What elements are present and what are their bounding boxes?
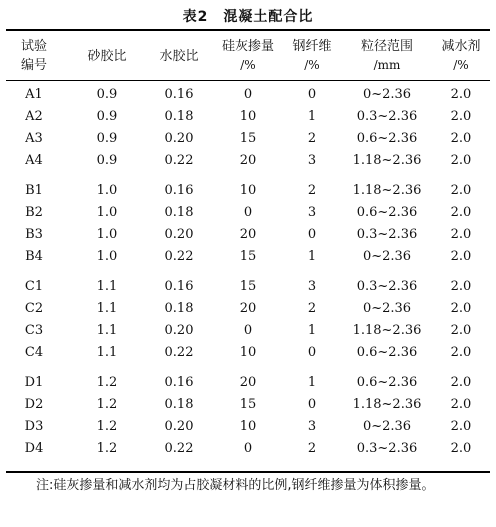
cell-size-range: 0~2.36 [362, 249, 412, 264]
cell-sand-binder: 1.1 [96, 345, 118, 360]
header-unit: /% [453, 58, 469, 72]
table-row [6, 342, 490, 364]
cell-water-binder: 0.20 [164, 419, 194, 434]
cell-id: A2 [25, 109, 43, 124]
cell-id: C4 [24, 345, 44, 360]
table-row [6, 106, 490, 128]
cell-steel-fiber: 1 [307, 249, 317, 264]
cell-water-binder: 0.18 [164, 205, 194, 220]
cell-silica-fume: 10 [239, 345, 257, 360]
cell-silica-fume: 15 [239, 131, 257, 146]
cell-id: B2 [25, 205, 43, 220]
cell-id: B1 [25, 183, 43, 198]
header-unit: /mm [373, 58, 401, 72]
header-cell [282, 32, 342, 80]
cell-size-range: 1.18~2.36 [352, 183, 422, 198]
table-row [6, 202, 490, 224]
bottom-rule [6, 471, 490, 473]
cell-sand-binder: 1.2 [96, 441, 118, 456]
cell-reducer: 2.0 [450, 279, 472, 294]
cell-steel-fiber: 3 [307, 205, 317, 220]
cell-silica-fume: 15 [239, 397, 257, 412]
cell-silica-fume: 20 [239, 301, 257, 316]
table-row [6, 84, 490, 106]
cell-water-binder: 0.22 [164, 345, 194, 360]
cell-water-binder: 0.16 [164, 183, 194, 198]
table-row [6, 372, 490, 394]
header-cell [214, 32, 282, 80]
table-row [6, 246, 490, 268]
table-row [6, 416, 490, 438]
cell-water-binder: 0.16 [164, 87, 194, 102]
cell-steel-fiber: 1 [307, 323, 317, 338]
cell-sand-binder: 1.0 [96, 227, 118, 242]
cell-silica-fume: 15 [239, 279, 257, 294]
table-row [6, 150, 490, 172]
header-line: 试验 [20, 39, 47, 54]
cell-reducer: 2.0 [450, 87, 472, 102]
cell-steel-fiber: 0 [307, 345, 317, 360]
header-line: 硅灰掺量 [221, 39, 274, 54]
cell-size-range: 1.18~2.36 [352, 323, 422, 338]
header-line: 水胶比 [159, 48, 199, 64]
cell-id: C2 [24, 301, 44, 316]
cell-id: D3 [24, 419, 44, 434]
cell-id: D1 [24, 375, 44, 390]
cell-id: D4 [24, 441, 44, 456]
cell-water-binder: 0.20 [164, 227, 194, 242]
cell-id: A1 [25, 87, 43, 102]
table-row [6, 276, 490, 298]
cell-steel-fiber: 2 [307, 183, 317, 198]
cell-steel-fiber: 0 [307, 397, 317, 412]
cell-size-range: 0.3~2.36 [356, 279, 418, 294]
cell-reducer: 2.0 [450, 249, 472, 264]
cell-sand-binder: 1.1 [96, 323, 118, 338]
cell-size-range: 1.18~2.36 [352, 397, 422, 412]
cell-id: A3 [25, 131, 43, 146]
cell-id: C3 [24, 323, 44, 338]
cell-size-range: 0.3~2.36 [356, 109, 418, 124]
header-line: 减水剂 [441, 39, 481, 54]
cell-sand-binder: 0.9 [96, 109, 118, 124]
header-rule [6, 80, 490, 81]
cell-reducer: 2.0 [450, 323, 472, 338]
cell-water-binder: 0.22 [164, 249, 194, 264]
cell-water-binder: 0.16 [164, 375, 194, 390]
row-group-b [6, 180, 490, 268]
cell-silica-fume: 0 [243, 323, 253, 338]
table-row [6, 394, 490, 416]
cell-sand-binder: 0.9 [96, 153, 118, 168]
cell-reducer: 2.0 [450, 345, 472, 360]
cell-silica-fume: 15 [239, 249, 257, 264]
header-cell [432, 32, 490, 80]
cell-sand-binder: 1.2 [96, 397, 118, 412]
cell-size-range: 0.6~2.36 [356, 205, 418, 220]
table-row [6, 128, 490, 150]
cell-silica-fume: 0 [243, 205, 253, 220]
cell-size-range: 0.6~2.36 [356, 375, 418, 390]
cell-steel-fiber: 1 [307, 375, 317, 390]
table-caption: 表2 混凝土配合比 [182, 9, 314, 25]
cell-sand-binder: 0.9 [96, 87, 118, 102]
cell-size-range: 0.6~2.36 [356, 345, 418, 360]
header-cell [342, 32, 432, 80]
cell-silica-fume: 10 [239, 183, 257, 198]
cell-reducer: 2.0 [450, 301, 472, 316]
cell-size-range: 0.6~2.36 [356, 131, 418, 146]
cell-steel-fiber: 3 [307, 419, 317, 434]
cell-steel-fiber: 3 [307, 153, 317, 168]
cell-silica-fume: 20 [239, 375, 257, 390]
cell-sand-binder: 1.1 [96, 301, 118, 316]
cell-reducer: 2.0 [450, 419, 472, 434]
cell-size-range: 0.3~2.36 [356, 441, 418, 456]
row-group-a [6, 84, 490, 172]
header-line: 粒径范围 [360, 39, 413, 54]
cell-sand-binder: 1.0 [96, 205, 118, 220]
cell-reducer: 2.0 [450, 109, 472, 124]
cell-steel-fiber: 0 [307, 227, 317, 242]
header-unit: /% [240, 58, 256, 72]
cell-silica-fume: 0 [243, 441, 253, 456]
cell-water-binder: 0.22 [164, 441, 194, 456]
cell-reducer: 2.0 [450, 131, 472, 146]
cell-water-binder: 0.18 [164, 397, 194, 412]
cell-steel-fiber: 0 [307, 87, 317, 102]
top-rule [6, 29, 490, 31]
cell-reducer: 2.0 [450, 397, 472, 412]
table-row [6, 320, 490, 342]
cell-sand-binder: 1.2 [96, 419, 118, 434]
cell-size-range: 1.18~2.36 [352, 153, 422, 168]
cell-id: C1 [24, 279, 44, 294]
table-row [6, 224, 490, 246]
cell-steel-fiber: 2 [307, 301, 317, 316]
cell-size-range: 0.3~2.36 [356, 227, 418, 242]
cell-silica-fume: 10 [239, 419, 257, 434]
header-cell [76, 32, 138, 80]
table-row [6, 180, 490, 202]
row-group-c [6, 276, 490, 364]
cell-reducer: 2.0 [450, 153, 472, 168]
header-cell [6, 32, 62, 80]
table-note: 注:硅灰掺量和减水剂均为占胶凝材料的比例,钢纤维掺量为体积掺量。 [36, 478, 435, 493]
cell-sand-binder: 1.1 [96, 279, 118, 294]
table-row [6, 298, 490, 320]
cell-reducer: 2.0 [450, 227, 472, 242]
cell-steel-fiber: 2 [307, 131, 317, 146]
cell-water-binder: 0.18 [164, 301, 194, 316]
cell-water-binder: 0.16 [164, 279, 194, 294]
cell-water-binder: 0.20 [164, 323, 194, 338]
cell-sand-binder: 1.0 [96, 183, 118, 198]
cell-reducer: 2.0 [450, 205, 472, 220]
table-header [6, 32, 490, 80]
cell-steel-fiber: 2 [307, 441, 317, 456]
cell-silica-fume: 20 [239, 153, 257, 168]
header-unit: /% [304, 58, 320, 72]
table-body [6, 84, 490, 460]
cell-reducer: 2.0 [450, 375, 472, 390]
cell-silica-fume: 0 [243, 87, 253, 102]
cell-steel-fiber: 3 [307, 279, 317, 294]
header-line: 编号 [20, 58, 47, 73]
cell-reducer: 2.0 [450, 183, 472, 198]
cell-id: D2 [24, 397, 44, 412]
cell-water-binder: 0.20 [164, 131, 194, 146]
cell-silica-fume: 20 [239, 227, 257, 242]
row-group-d [6, 372, 490, 460]
header-line: 砂胶比 [87, 48, 127, 64]
cell-silica-fume: 10 [239, 109, 257, 124]
cell-size-range: 0~2.36 [362, 87, 412, 102]
cell-id: B3 [25, 227, 43, 242]
cell-size-range: 0~2.36 [362, 419, 412, 434]
header-cell [144, 32, 214, 80]
cell-reducer: 2.0 [450, 441, 472, 456]
cell-steel-fiber: 1 [307, 109, 317, 124]
cell-id: A4 [25, 153, 43, 168]
cell-id: B4 [25, 249, 43, 264]
cell-water-binder: 0.18 [164, 109, 194, 124]
cell-sand-binder: 1.2 [96, 375, 118, 390]
table-row [6, 438, 490, 460]
cell-size-range: 0~2.36 [362, 301, 412, 316]
header-line: 钢纤维 [292, 39, 332, 54]
cell-water-binder: 0.22 [164, 153, 194, 168]
cell-sand-binder: 1.0 [96, 249, 118, 264]
cell-sand-binder: 0.9 [96, 131, 118, 146]
